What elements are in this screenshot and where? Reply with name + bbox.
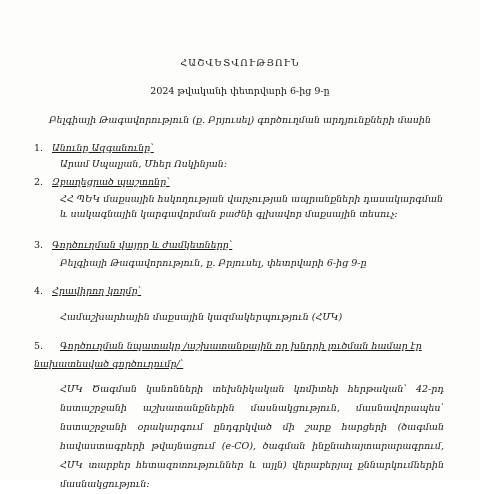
section-heading-text: Անունը Ազգանունը՝ — [52, 143, 154, 154]
document-date: 2024 թվականի փետրվարի 6-ից 9-ը — [150, 86, 330, 97]
section-number: 1. — [34, 143, 44, 154]
section-1-body: Արամ Սպալյան, Մհեր Ոսկինյան: — [60, 159, 228, 170]
section-heading-text: Հրավիրող կողմը՝ — [52, 286, 142, 297]
section-5-body: ՀՄԿ Ծագման կանոնների տեխնիկական կոմիտեի հերթական՝ 42-րդ նստաշրջանի աշխատանքներին մասնակցություն, մասնավորապես՝ նստաշրջանի օրակարգում ընդգրկված մի շարք հարցերի (ծագման հավաստագրերի թվայնացում (e-CO), ծագման ինքնահայտարարագրում, ՀՄԿ տարբեր հետազոտություններ և այլն) վերաբերյալ քննարկումներին մասնակցություն: — [60, 384, 444, 490]
section-3-body: Բելգիայի Թագավորություն, ք. Բրյուսել, փետրվարի 6-ից 9-ը — [60, 258, 367, 269]
document-title: ՀԱՇՎԵՏՎՈՒԹՅՈՒՆ — [180, 58, 300, 69]
section-number: 3. — [34, 240, 44, 251]
section-4-body: Համաշխարհային մաքսային կազմակերպություն (ՀՄԿ) — [60, 312, 343, 323]
section-number: 4. — [34, 286, 44, 297]
section-number: 5. — [34, 341, 44, 352]
section-2-heading — [34, 177, 170, 188]
section-1-heading — [34, 143, 154, 154]
section-3-heading — [34, 240, 232, 251]
section-5-heading — [34, 338, 444, 374]
section-4-heading — [34, 286, 141, 297]
section-heading-text: Գործուղման վայրը և ժամկետները՝ — [52, 240, 233, 251]
document-subject: Բելգիայի Թագավորություն (ք. Բրյուսել) գործուղման արդյունքների մասին — [48, 115, 432, 126]
section-number: 2. — [34, 177, 44, 188]
section-heading-text: Գործուղման նպատակը /աշխատանքային որ խնդրի լուծման համար էր նախատեսված գործուղումը/՝ — [34, 341, 422, 370]
section-heading-text: Զբաղեցրած պաշտոնը՝ — [52, 177, 170, 188]
section-2-body: ՀՀ ՊԵԿ մաքսային հսկողության վարչության ապրանքների դասակարգման և սակագնային կարգավորման բաժնի գլխավոր մաքսային տեսուչ: — [60, 194, 444, 220]
